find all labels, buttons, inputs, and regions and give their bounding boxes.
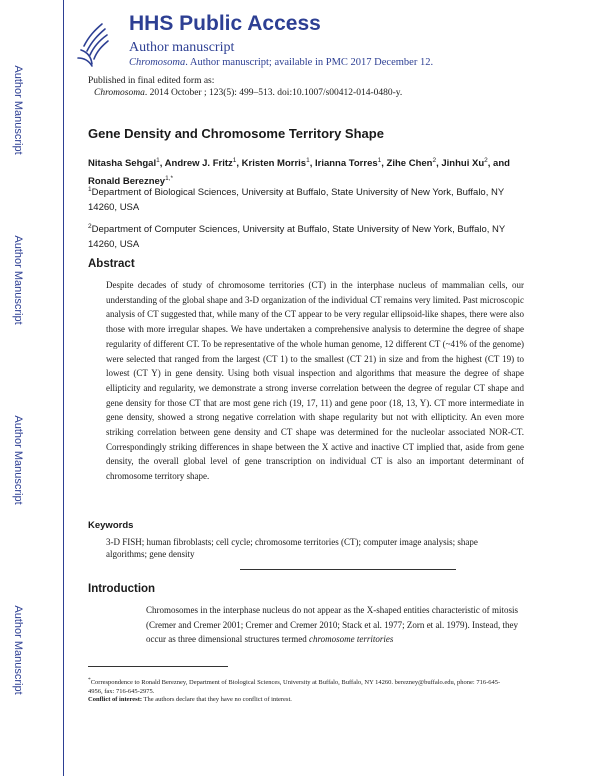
authors-and: and [493, 158, 510, 170]
author-affiliation-mark: 1 [306, 157, 310, 164]
side-label-1: Author Manuscript [12, 65, 24, 155]
introduction-body: Chromosomes in the interphase nucleus do not appear as the X-shaped entities characteristic of mitosis (Cremer and Cremer 2001; Cremer and Cremer 2010; Stack et al. 1977; Zorn et al. 1979). Instead, they occur as three dimensional structures termed chromosome territories [146, 605, 518, 645]
author-name: Jinhui Xu [441, 158, 485, 170]
side-label-2: Author Manuscript [12, 235, 24, 325]
keywords-heading: Keywords [88, 520, 134, 531]
abstract-body: Despite decades of study of chromosome territories (CT) in the interphase nucleus of mammalian cells, our understanding of the global shape and 3-D organization of the individual CT remains very limited. Past microscopic analysis of CT suggested that, while many of the CT appear to be very regular ellipsoid-like shapes, there were also those with more irregular shapes. We have undertaken a comprehensive analysis to determine the degree of shape regularity of different CT. To be representative of the whole human genome, 12 different CT (~41% of the genome) were selected that ranged from the largest (CT 1) to the smallest (CT 21) in size and from the highest (CT 19) to lowest (CT Y) in gene density. Using both visual inspection and algorithms that measure the degree of shape ellipticity and regularity, we demonstrate a strong inverse correlation between the degree of regular CT shape and gene density for those CT that are most gene rich (19, 17, 11) and gene poor (18, 13, Y). CT more intermediate in gene density, showed a strong negative correlation with shape regularity but not with ellipticity. An even more striking correlation between gene density and CT shape was determined for the nucleolar associated NOR-CT. Correspondingly striking differences in shape between the X active and inactive CT implied that, aside from gene density, the overall global level of gene transcription on individual CT is also an important determinant of chromosome territory shape. [106, 280, 524, 482]
author-affiliation-mark: 2 [484, 157, 488, 164]
author-name: Andrew J. Fritz [164, 158, 233, 170]
author-name: Zihe Chen [386, 158, 433, 170]
published-label: Published in final edited form as: [88, 76, 215, 86]
affiliation-2: $^2$Department of Computer Sciences, University at Buffalo, State University of New York, Buffalo, NY 14260, USA [88, 223, 506, 251]
abstract-heading: Abstract [88, 258, 135, 270]
side-label-4: Author Manuscript [12, 605, 24, 695]
author-affiliation-mark: 1,* [165, 175, 174, 183]
conflict-of-interest-footnote: Conflict of interest: The authors declare that they have no conflict of interest. [88, 696, 292, 703]
citation: Chromosoma. 2014 October ; 123(5): 499–513. doi:10.1007/s00412-014-0480-y. [94, 88, 403, 98]
author-affiliation-mark: 1 [232, 157, 237, 164]
author-affiliation-mark: 1 [377, 157, 382, 164]
author-name: Irianna Torres [314, 158, 378, 170]
availability-line: Chromosoma. Author manuscript; available in PMC 2017 December 12. [129, 57, 434, 68]
author-affiliation-mark: 2 [432, 157, 437, 164]
correspondence-footnote: *Correspondence to Ronald Berezney, Department of Biological Sciences, University at Buffalo, Buffalo, NY 14260. berezney@buffalo.edu, phone: 716-645-4956, fax: 716-645-2975. [88, 677, 501, 696]
author-list: Nitasha Sehgal$^1$, Andrew J. Fritz$^1$, Kristen Morris$^1$, Irianna Torres$^1$, Zihe Chen$^2$, Jinhui Xu$^2$, and Ronald Berezney$^{1,*}$ [88, 157, 510, 188]
introduction-heading: Introduction [88, 583, 156, 595]
keywords-body: 3-D FISH; human fibroblasts; cell cycle; chromosome territories (CT); computer image analysis; shape algorithms; gene density [106, 537, 478, 559]
side-label-3: Author Manuscript [12, 415, 24, 505]
author-name: Ronald Berezney [88, 176, 166, 188]
footnote-divider [88, 666, 228, 667]
hhs-eagle-logo-icon [75, 20, 113, 68]
author-name: Nitasha Sehgal [88, 158, 157, 170]
affiliation-1: $^1$Department of Biological Sciences, University at Buffalo, State University of New York, Buffalo, NY 14260, USA [88, 186, 505, 214]
side-rule [63, 0, 64, 776]
article-title: Gene Density and Chromosome Territory Shape [88, 126, 384, 141]
author-name: Kristen Morris [241, 158, 307, 170]
author-affiliation-mark: 1 [156, 157, 160, 164]
hhs-public-access-title: HHS Public Access [129, 12, 321, 35]
section-divider [240, 569, 456, 570]
author-manuscript-label: Author manuscript [129, 40, 235, 55]
